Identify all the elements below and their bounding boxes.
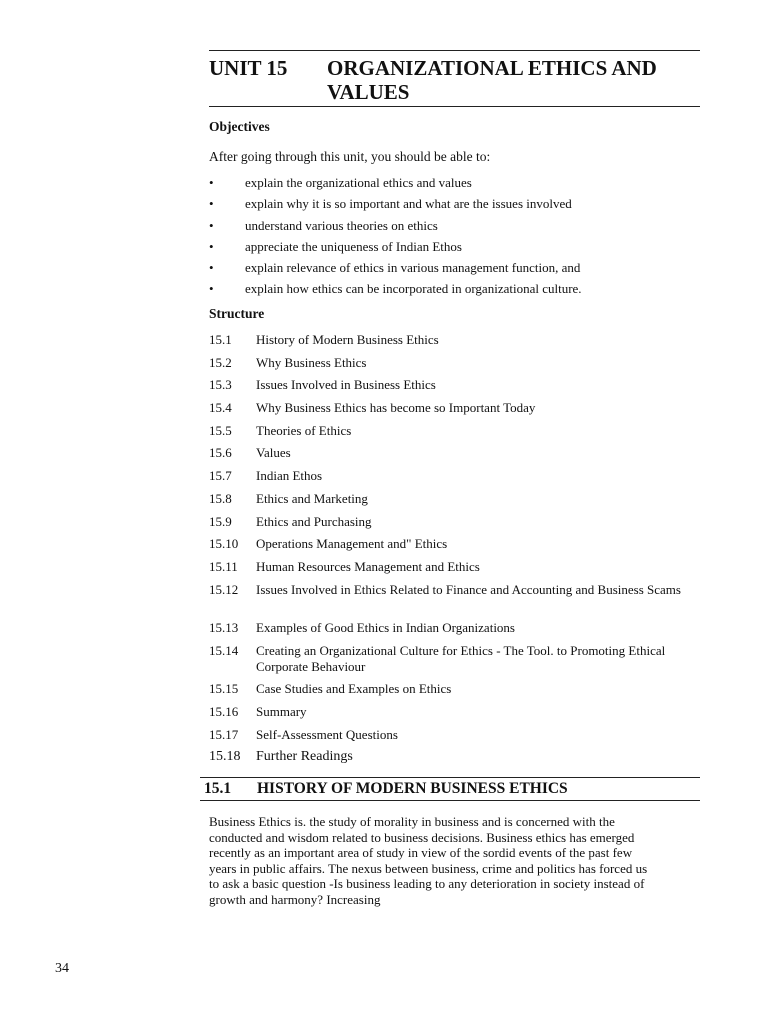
toc-row: [209, 536, 699, 559]
toc-row: [209, 620, 699, 643]
list-item-text: explain how ethics can be incorporated in organizational culture.: [245, 281, 582, 297]
list-item-text: explain relevance of ethics in various management function, and: [245, 260, 581, 276]
toc-label: Ethics and Marketing: [256, 490, 368, 506]
toc-label: Case Studies and Examples on Ethics: [256, 681, 452, 697]
toc-label: Issues Involved in Ethics Related to Finance and Accounting and Business Scams: [256, 581, 681, 597]
toc-row: [209, 559, 699, 582]
section-number: 15.1: [204, 780, 232, 797]
section-title: HISTORY OF MODERN BUSINESS ETHICS: [257, 780, 568, 797]
bullet-icon: •: [209, 196, 214, 212]
toc-number: 15.4: [209, 400, 232, 416]
toc-number: 15.7: [209, 468, 232, 484]
toc-row: [209, 643, 699, 682]
toc-row: [209, 582, 699, 621]
toc-row: [209, 514, 699, 537]
toc-number: 15.2: [209, 354, 232, 370]
toc-row: [209, 400, 699, 423]
list-item-text: appreciate the uniqueness of Indian Ethos: [245, 238, 462, 254]
toc-row: [209, 423, 699, 446]
toc-row: [209, 704, 699, 727]
toc-row: [209, 491, 699, 514]
toc-label: Creating an Organizational Culture for Ethics - The Tool. to Promoting Ethical Corporate Behaviour: [256, 642, 666, 674]
unit-header: [209, 50, 700, 107]
toc-number: 15.14: [209, 642, 239, 658]
bullet-icon: •: [209, 217, 214, 233]
bullet-icon: •: [209, 238, 214, 254]
toc-label: Ethics and Purchasing: [256, 513, 372, 529]
paragraph-line: to ask a basic question -Is business leading to any deterioration in society instead of: [209, 876, 645, 891]
unit-number: UNIT 15: [209, 56, 288, 80]
toc-row: [209, 681, 699, 704]
paragraph-line: conducted and wisdom related to business decisions. Business ethics has emerged: [209, 829, 635, 845]
body-paragraph: [209, 814, 699, 907]
list-item-text: understand various theories on ethics: [245, 217, 438, 233]
structure-list: [209, 332, 699, 772]
toc-number: 15.5: [209, 422, 232, 438]
objectives-intro: After going through this unit, you should be able to:: [209, 149, 491, 164]
objectives-heading: Objectives: [209, 119, 270, 134]
toc-number: 15.18: [209, 749, 241, 765]
toc-label: Values: [256, 445, 291, 461]
paragraph-line: years in public affairs. The nexus between business, crime and politics has forced us: [209, 860, 648, 876]
toc-row: [209, 727, 699, 750]
toc-number: 15.13: [209, 620, 239, 636]
section-header: [200, 777, 700, 801]
toc-row: [209, 377, 699, 400]
paragraph-line: recently as an important area of study in view of the sordid events of the past few: [209, 845, 633, 860]
toc-label: Issues Involved in Business Ethics: [256, 377, 436, 393]
toc-label: Why Business Ethics: [256, 354, 367, 370]
list-item-text: explain why it is so important and what are the issues involved: [245, 196, 572, 212]
list-item-text: explain the organizational ethics and values: [245, 175, 472, 190]
toc-number: 15.15: [209, 681, 239, 697]
toc-number: 15.8: [209, 490, 232, 506]
toc-number: 15.1: [209, 332, 232, 347]
bullet-icon: •: [209, 175, 214, 190]
toc-row: [209, 445, 699, 468]
bullet-icon: •: [209, 260, 214, 276]
toc-row: [209, 749, 699, 772]
toc-label: Self-Assessment Questions: [256, 726, 398, 742]
toc-label: Theories of Ethics: [256, 422, 352, 438]
unit-title: ORGANIZATIONAL ETHICS AND VALUES: [327, 56, 657, 104]
toc-number: 15.17: [209, 726, 239, 742]
toc-label: Human Resources Management and Ethics: [256, 558, 480, 574]
toc-label: Further Readings: [256, 749, 353, 765]
bullet-icon: •: [209, 281, 214, 297]
toc-number: 15.3: [209, 377, 232, 393]
toc-number: 15.16: [209, 703, 239, 719]
toc-number: 15.12: [209, 581, 239, 597]
page-number: 34: [55, 961, 69, 976]
toc-row: [209, 468, 699, 491]
toc-number: 15.6: [209, 445, 232, 461]
toc-label: Why Business Ethics has become so Important Today: [256, 400, 536, 416]
toc-label: Examples of Good Ethics in Indian Organizations: [256, 620, 515, 636]
toc-row: [209, 332, 699, 355]
toc-number: 15.11: [209, 558, 238, 574]
paragraph-line: Business Ethics is. the study of morality in business and is concerned with the: [209, 814, 615, 829]
toc-number: 15.10: [209, 536, 239, 552]
toc-label: Operations Management and" Ethics: [256, 536, 448, 552]
toc-label: Indian Ethos: [256, 468, 323, 484]
toc-label: Summary: [256, 703, 307, 719]
toc-label: History of Modern Business Ethics: [256, 332, 439, 347]
toc-number: 15.9: [209, 513, 232, 529]
paragraph-line: growth and harmony? Increasing: [209, 891, 381, 907]
toc-row: [209, 355, 699, 378]
structure-heading: Structure: [209, 306, 265, 321]
